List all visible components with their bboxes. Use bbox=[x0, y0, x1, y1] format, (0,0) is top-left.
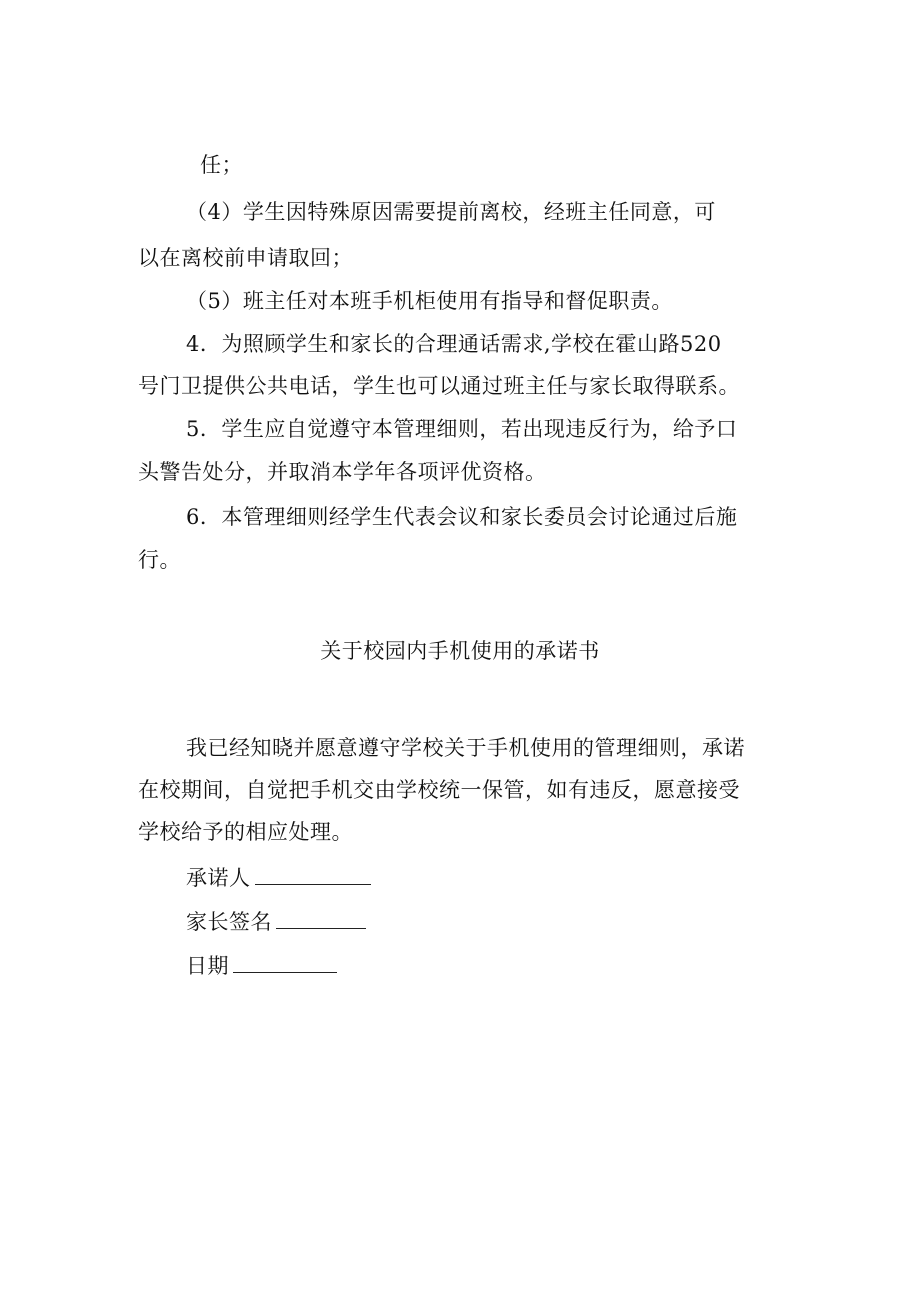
item-6-line2: 行。 bbox=[138, 548, 181, 572]
parent-signature-row bbox=[186, 906, 366, 937]
sub-item-4-line2: 以在离校前申请取回； bbox=[138, 246, 353, 270]
date-row bbox=[186, 950, 337, 981]
item-5-line2: 头警告处分，并取消本学年各项评优资格。 bbox=[138, 460, 547, 484]
item-4-line1: 4．为照顾学生和家长的合理通话需求,学校在霍山路520 bbox=[186, 332, 722, 356]
signer-row bbox=[186, 862, 371, 893]
parent-signature-label: 家长签名 bbox=[186, 910, 272, 934]
signer-blank[interactable] bbox=[255, 862, 371, 885]
sub-item-4-line1: （4）学生因特殊原因需要提前离校，经班主任同意，可 bbox=[186, 200, 716, 224]
item-4-line2: 号门卫提供公共电话，学生也可以通过班主任与家长取得联系。 bbox=[138, 374, 740, 398]
parent-signature-blank[interactable] bbox=[276, 906, 366, 929]
item-3-tail: 任； bbox=[200, 153, 243, 177]
signer-label: 承诺人 bbox=[186, 866, 251, 890]
date-blank[interactable] bbox=[233, 950, 337, 973]
item-5-line1: 5．学生应自觉遵守本管理细则，若出现违反行为，给予口 bbox=[186, 417, 738, 441]
pledge-body-line1: 我已经知晓并愿意遵守学校关于手机使用的管理细则，承诺 bbox=[186, 736, 745, 760]
item-6-line1: 6．本管理细则经学生代表会议和家长委员会讨论通过后施 bbox=[186, 505, 738, 529]
sub-item-5: （5）班主任对本班手机柜使用有指导和督促职责。 bbox=[186, 289, 673, 313]
pledge-title: 关于校园内手机使用的承诺书 bbox=[320, 639, 600, 663]
pledge-body-line3: 学校给予的相应处理。 bbox=[138, 820, 353, 844]
pledge-body-line2: 在校期间，自觉把手机交由学校统一保管，如有违反，愿意接受 bbox=[138, 778, 740, 802]
date-label: 日期 bbox=[186, 954, 229, 978]
